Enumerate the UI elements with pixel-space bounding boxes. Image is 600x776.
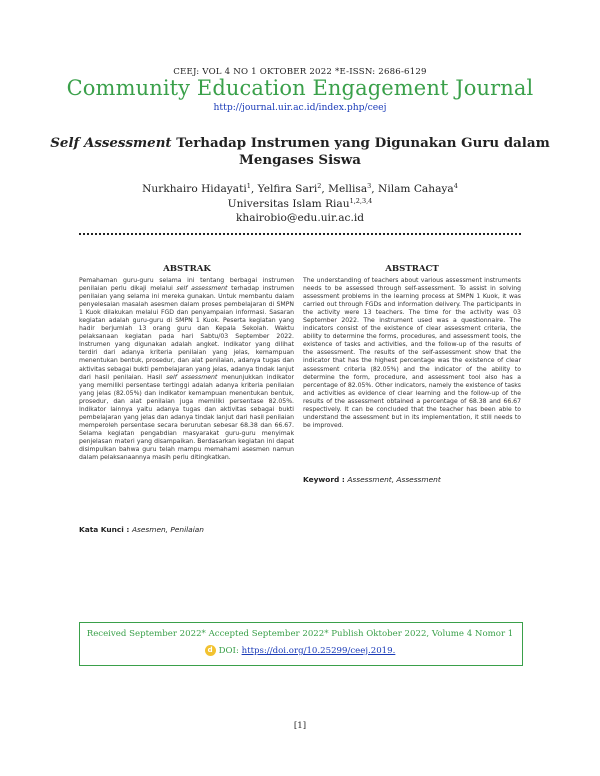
abstrak-text-run: terhadap instrumen penilaian yang selama ini mereka gunakan. Untuk membantu dalam penyelesaian masalah asesmen dalam proses pembelajaran di SMPN 1 Kuok dilakukan melalui FGD dan penyampaian informasi. Sasaran kegiatan adalah guru-guru di SMPN 1 Kuok. Peserta kegiatan yang hadir berjumlah 13 orang guru dan Kepala Sekolah. Waktu pelaksanaan kegiatan pada hari Sabtu/03 September 2022. Instrumen yang digunakan adalah angket. Indikator yang dilihat terdiri dari adanya kriteria penilaian yang jelas, kemampuan menentukan bentuk, prosedur, dan alat penilaian, adanya tugas dan aktivitas sebagai bukti pembelajaran yang jelas, adanya tindak lanjut dari hasil penilaian. Hasil [79, 285, 294, 381]
author-name: Nurkhairo Hidayati [142, 183, 247, 195]
abstrak-keywords-label: Kata Kunci : [79, 525, 132, 534]
abstrak-body [79, 277, 294, 462]
author-sup: 2 [317, 182, 322, 190]
author-separator: , [371, 183, 379, 195]
abstrak-keywords-value: Asesmen, Penilaian [131, 525, 204, 534]
received-dates: Received September 2022* Accepted September 2022* Publish Oktober 2022, Volume 4 Nomor 1 [86, 629, 514, 639]
author-sup: 3 [367, 182, 372, 190]
dotted-divider [79, 233, 521, 235]
journal-meta: CEEJ: VOL 4 NO 1 OKTOBER 2022 *E-ISSN: 2686-6129 [173, 67, 427, 77]
abstrak-paragraph [79, 277, 294, 462]
author-separator: , [321, 183, 329, 195]
journal-title: Community Education Engagement Journal [66, 76, 534, 100]
page-number: [1] [293, 721, 307, 731]
author-name: Mellisa [328, 183, 368, 195]
author-sup: 4 [453, 182, 458, 190]
author-email: khairobio@edu.uir.ac.id [235, 212, 365, 224]
abstrak-italic-run: self assessment [166, 373, 218, 381]
affiliation-name: Universitas Islam Riau [227, 198, 350, 210]
author-separator: , [250, 183, 258, 195]
article-title-italic: Self Assessment [50, 135, 172, 151]
author-sup: 1 [246, 182, 251, 190]
author-list [0, 183, 600, 195]
doi-icon: d [205, 645, 216, 656]
abstract-paragraph: The understanding of teachers about various assessment instruments needs to be assessed through self-assessment. To assist in solving assessment problems in the learning process at SMPN 1 Kuok, it was carried out through FGDs and information delivery. The participants in the activity were 13 teachers. The time for the activity was 03 September 2022. The instrument used was a questionnaire. The indicators consist of the existence of clear assessment criteria, the ability to determine the forms, procedures, and assessment tools, the existence of tasks and activities, and the follow-up of the results of the assessment. The results of the self-assessment show that the indicator that has the highest percentage was the existence of clear assessment criteria (82.05%) and the indicator of the ability to determine the form, procedure, and assessment tool also has a percentage of 82.05%. Other indicators, namely the existence of tasks and activities as evidence of clear learning and the follow-up of the results of the assessment obtained a percentage of 68.38 and 66.67 respectively. It can be concluded that the teacher has been able to understand the assessment but in its implementation, it still needs to be improved. [303, 277, 521, 429]
abstrak-text-run: menunjukkan indikator yang memiliki persentase tertinggi adalah adanya kriteria penilaian yang jelas (82.05%) dan indikator kemampuan menentukan bentuk, prosedur, dan alat penilaian juga memiliki persentase 82.05%. Indikator lainnya yaitu adanya tugas dan aktivitas sebagai bukti pembelajaran yang jelas dan adanya tindak lanjut dari hasil penilaian memperoleh persentase secara berurutan sebesar 68.38 dan 66.67. Selama kegiatan pengabdian masyarakat guru-guru menyimak penjelasan materi yang disampaikan. Berdasarkan kegiatan ini dapat disimpulkan bahwa guru telah mampu memahami asesmen namun dalam pelaksanaannya masih perlu ditingkatkan. [79, 373, 295, 462]
doi-line [0, 645, 600, 656]
abstract-keywords-label: Keyword : [303, 475, 348, 484]
abstract-keywords [303, 475, 441, 484]
article-title [0, 135, 600, 168]
abstrak-text-run: Pemahaman guru-guru selama ini tentang berbagai instrumen penilaian perlu dikaji melalui [79, 277, 294, 293]
abstrak-heading: ABSTRAK [163, 264, 211, 274]
abstract-body [303, 277, 521, 430]
author-name: Nilam Cahaya [378, 183, 454, 195]
abstract-keywords-value: Assessment, Assessment [347, 475, 441, 484]
author-name: Yelfira Sari [257, 183, 318, 195]
journal-url-link[interactable]: http://journal.uir.ac.id/index.php/ceej [213, 102, 387, 113]
doi-link[interactable]: https://doi.org/10.25299/ceej.2019. [241, 646, 396, 656]
affiliation [0, 198, 600, 210]
doi-label: DOI: [218, 646, 242, 656]
abstrak-italic-run: self assessment [176, 285, 228, 293]
abstrak-keywords [79, 525, 204, 534]
abstract-heading: ABSTRACT [385, 264, 439, 274]
article-title-rest: Terhadap Instrumen yang Digunakan Guru dalam [171, 135, 550, 151]
article-title-line2: Mengases Siswa [239, 151, 361, 168]
affiliation-sup: 1,2,3,4 [349, 197, 373, 205]
